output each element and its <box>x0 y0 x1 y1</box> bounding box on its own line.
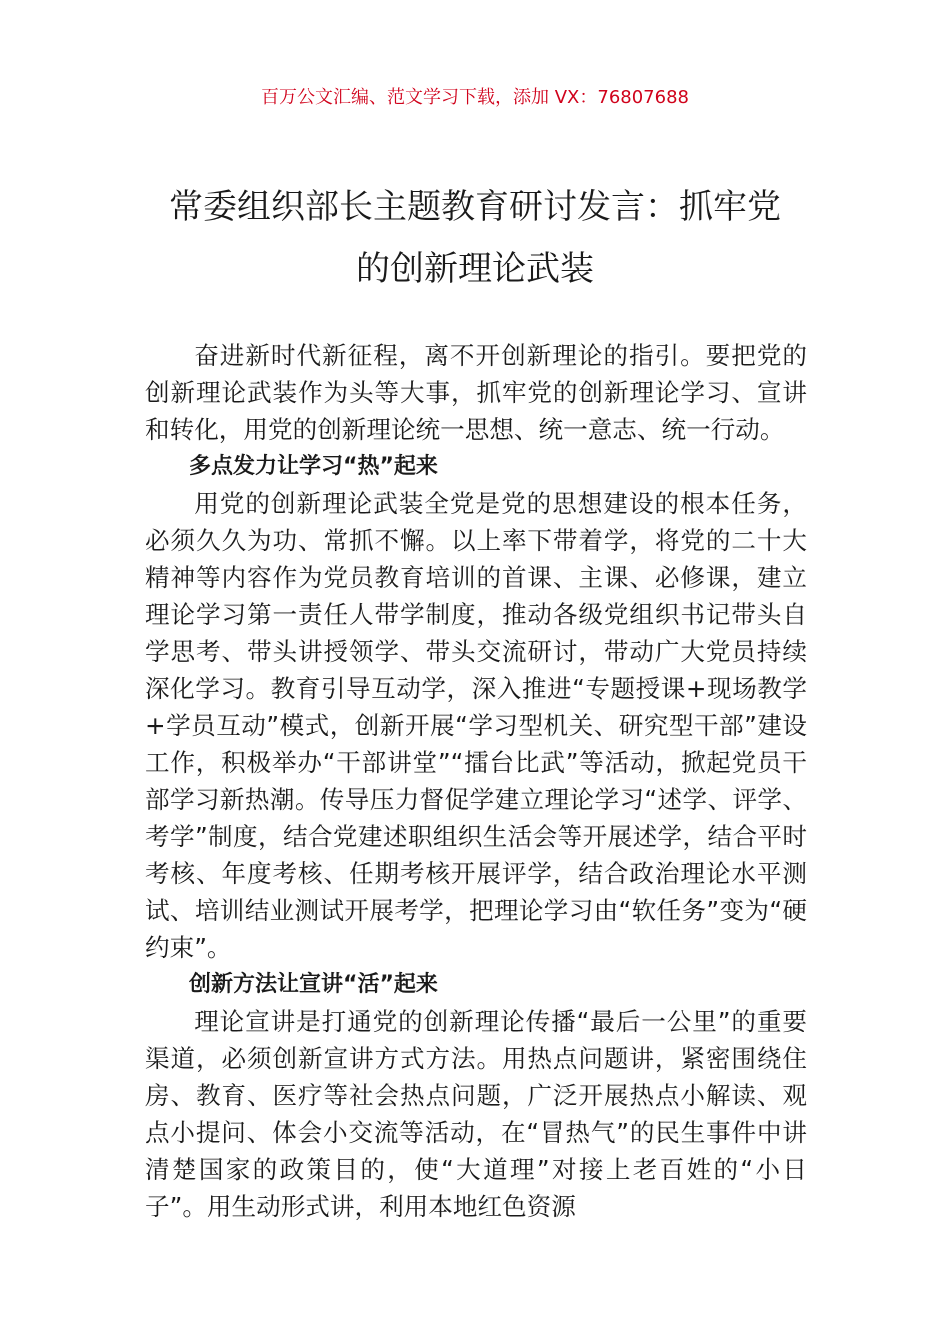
download-notice: 百万公文汇编、范文学习下载，添加 VX：76807688 <box>261 87 689 108</box>
section-heading-lecture: 创新方法让宣讲“活”起来 <box>189 972 438 997</box>
study-paragraph: 用党的创新理论武装全党是党的思想建设的根本任务，必须久久为功、常抓不懈。以上率下带着学，将党的二十大精神等内容作为党员教育培训的首课、主课、必修课，建立理论学习第一责任人带学制度，推动各级党组织书记带头自学思考、带头讲授领学、带头交流研讨，带动广大党员持续深化学习。教育引导互动学，深入推进“专题授课+现场教学+学员互动”模式，创新开展“学习型机关、研究型干部”建设工作，积极举办“干部讲堂”“擂台比武”等活动，掀起党员干部学习新热潮。传导压力督促学建立理论学习“述学、评学、考学”制度，结合党建述职组织生活会等开展述学，结合平时考核、年度考核、任期考核开展评学，结合政治理论水平测试、培训结业测试开展考学，把理论学习由“软任务”变为“硬约束”。 <box>145 489 807 962</box>
lecture-paragraph: 理论宣讲是打通党的创新理论传播“最后一公里”的重要渠道，必须创新宣讲方式方法。用热点问题讲，紧密围绕住房、教育、医疗等社会热点问题，广泛开展热点小解读、观点小提问、体会小交流等活动，在“冒热气”的民生事件中讲清楚国家的政策目的，使“大道理”对接上老百姓的“小日子”。用生动形式讲，利用本地红色资源 <box>145 1007 807 1221</box>
document-title <box>145 176 805 300</box>
intro-paragraph: 奋进新时代新征程，离不开创新理论的指引。要把党的创新理论武装作为头等大事，抓牢党的创新理论学习、宣讲和转化，用党的创新理论统一思想、统一意志、统一行动。 <box>145 341 807 444</box>
title-line-1: 常委组织部长主题教育研讨发言：抓牢党 <box>169 187 781 227</box>
title-line-2: 的创新理论武装 <box>356 249 594 289</box>
section-heading-study: 多点发力让学习“热”起来 <box>189 454 438 479</box>
document-body <box>145 337 807 1225</box>
